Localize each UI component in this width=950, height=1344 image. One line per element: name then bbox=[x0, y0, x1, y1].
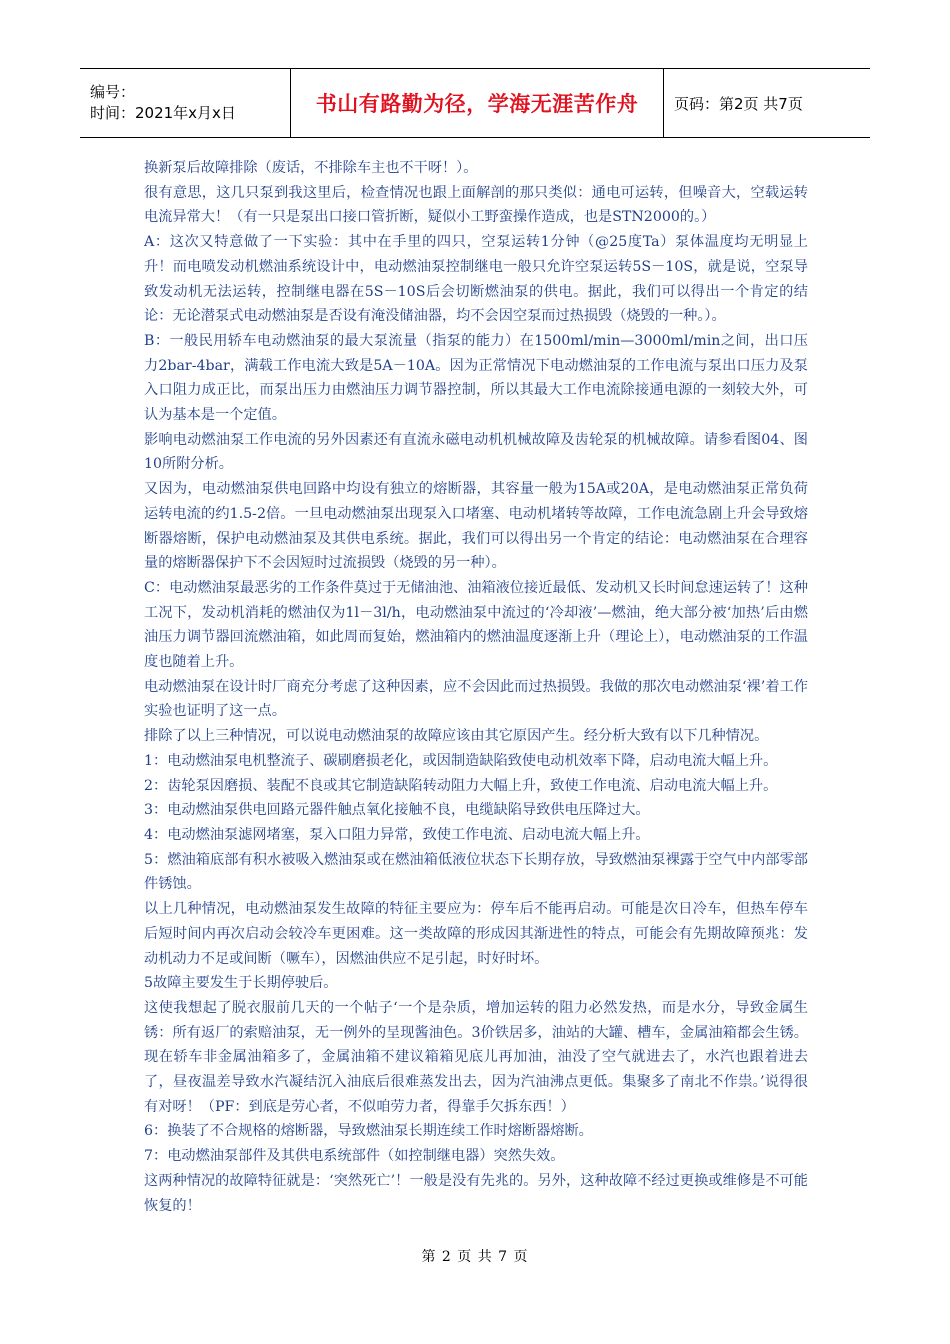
body-paragraph: 5故障主要发生于长期停驶后。 bbox=[144, 975, 338, 992]
list-item: 7：电动燃油泵部件及其供电系统部件（如控制继电器）突然失效。 bbox=[144, 1148, 565, 1165]
body-paragraph: C：电动燃油泵最恶劣的工作条件莫过于无储油池、油箱液位接近最低、发动机又长时间怠速运转了！这种工况下，发动机消耗的燃油仅为1l－3l/h，电动燃油泵中流过的‘冷却液’—燃油，绝大部分被‘加热’后由燃油压力调节器回流燃油箱，如此周而复始，燃油箱内的燃油温度逐渐上升（理论上），电动燃油泵的工作温度也随着上升。 bbox=[144, 579, 808, 671]
body-paragraph: 很有意思，这几只泵到我这里后，检查情况也跟上面解剖的那只类似：通电可运转，但噪音大，空载运转电流异常大！（有一只是泵出口接口管折断，疑似小工野蛮操作造成，也是STN2000的。） bbox=[144, 184, 808, 226]
header-meta bbox=[80, 69, 291, 137]
header-page-info: 页码：第2页 共7页 bbox=[674, 94, 803, 113]
body-paragraph: B：一般民用轿车电动燃油泵的最大泵流量（指泵的能力）在1500ml/min—3000ml/min之间，出口压力2bar-4bar，满载工作电流大致是5A－10A。因为正常情况下电动燃油泵的工作电流与泵出口压力及泵入口阻力成正比，而泵出压力由燃油压力调节器控制，所以其最大工作电流除接通电源的一刻较大外，可认为基本是一个定值。 bbox=[144, 332, 808, 424]
body-paragraph: 这使我想起了脱衣服前几天的一个帖子‘一个是杂质，增加运转的阻力必然发热，而是水分，导致金属生锈：所有返厂的索赔油泵，无一例外的呈现酱油色。3价铁居多，油站的大罐、槽车，金属油箱都会生锈。现在轿车非金属油箱多了，金属油箱不建议箱箱见底儿再加油，油没了空气就进去了，水汽也跟着进去了，昼夜温差导致水汽凝结沉入油底后很难蒸发出去，因为汽油沸点更低。集聚多了南北不作祟。’说得很有对呀！（PF：到底是劳心者，不似咱劳力者，得靠手欠拆东西！） bbox=[144, 999, 808, 1115]
list-item: 2：齿轮泵因磨损、装配不良或其它制造缺陷转动阻力大幅上升，致使工作电流、启动电流大幅上升。 bbox=[144, 777, 778, 794]
document-date-label: 时间：2021年x月x日 bbox=[90, 104, 236, 122]
document-body bbox=[144, 156, 808, 1218]
body-paragraph: 换新泵后故障排除（废话，不排除车主也不干呀！）。 bbox=[144, 160, 478, 176]
body-paragraph: 以上几种情况，电动燃油泵发生故障的特征主要应为：停车后不能再启动。可能是次日冷车，但热车停车后短时间内再次启动会较冷车更困难。这一类故障的形成因其渐进性的特点，可能会有先期故障预兆：发动机动力不足或间断（噘车），因燃油供应不足引起，时好时坏。 bbox=[144, 901, 808, 967]
list-item: 1：电动燃油泵电机整流子、碳刷磨损老化，或因制造缺陷致使电动机效率下降，启动电流大幅上升。 bbox=[144, 752, 778, 769]
body-paragraph: 电动燃油泵在设计时厂商充分考虑了这种因素，应不会因此而过热损毁。我做的那次电动燃油泵‘裸’着工作实验也证明了这一点。 bbox=[144, 678, 808, 720]
list-item: 6：换装了不合规格的熔断器，导致燃油泵长期连续工作时熔断器熔断。 bbox=[144, 1123, 593, 1140]
page-header bbox=[80, 68, 870, 138]
body-paragraph: 这两种情况的故障特征就是：‘突然死亡’！一般是没有先兆的。另外，这种故障不经过更换或维修是不可能恢复的！ bbox=[144, 1172, 808, 1214]
header-motto-cell bbox=[291, 69, 664, 137]
header-motto: 书山有路勤为径，学海无涯苦作舟 bbox=[315, 92, 639, 116]
body-paragraph: 排除了以上三种情况，可以说电动燃油泵的故障应该由其它原因产生。经分析大致有以下几种情况。 bbox=[144, 728, 769, 745]
list-item: 5：燃油箱底部有积水被吸入燃油泵或在燃油箱低液位状态下长期存放，导致燃油泵裸露于空气中内部零部件锈蚀。 bbox=[144, 851, 808, 893]
body-paragraph: A：这次又特意做了一下实验：其中在手里的四只，空泵运转1分钟（@25度Ta）泵体温度均无明显上升！而电喷发动机燃油系统设计中，电动燃油泵控制继电一般只允许空泵运转5S－10S，就是说，空泵导致发动机无法运转，控制继电器在5S－10S后会切断燃油泵的供电。据此，我们可以得出一个肯定的结论：无论潜泵式电动燃油泵是否设有淹没储油器，均不会因空泵而过热损毁（烧毁的一种。）。 bbox=[144, 234, 808, 325]
page-footer bbox=[0, 1246, 950, 1266]
body-paragraph: 影响电动燃油泵工作电流的另外因素还有直流永磁电动机机械故障及齿轮泵的机械故障。请参看图04、图10所附分析。 bbox=[144, 431, 808, 473]
list-item: 3：电动燃油泵供电回路元器件触点氧化接触不良，电缆缺陷导致供电压降过大。 bbox=[144, 802, 650, 819]
header-page-cell bbox=[664, 69, 870, 137]
body-paragraph: 又因为，电动燃油泵供电回路中均设有独立的熔断器，其容量一般为15A或20A，是电动燃油泵正常负荷运转电流的约1.5-2倍。一旦电动燃油泵出现泵入口堵塞、电动机堵转等故障，工作电流急剧上升会导致熔断器熔断，保护电动燃油泵及其供电系统。据此，我们可以得出另一个肯定的结论：电动燃油泵在合理容量的熔断器保护下不会因短时过流损毁（烧毁的另一种）。 bbox=[144, 481, 808, 572]
footer-page-number: 第 2 页 共 7 页 bbox=[421, 1249, 529, 1265]
list-item: 4：电动燃油泵滤网堵塞，泵入口阻力异常，致使工作电流、启动电流大幅上升。 bbox=[144, 826, 650, 843]
document-number-label: 编号： bbox=[90, 83, 136, 101]
